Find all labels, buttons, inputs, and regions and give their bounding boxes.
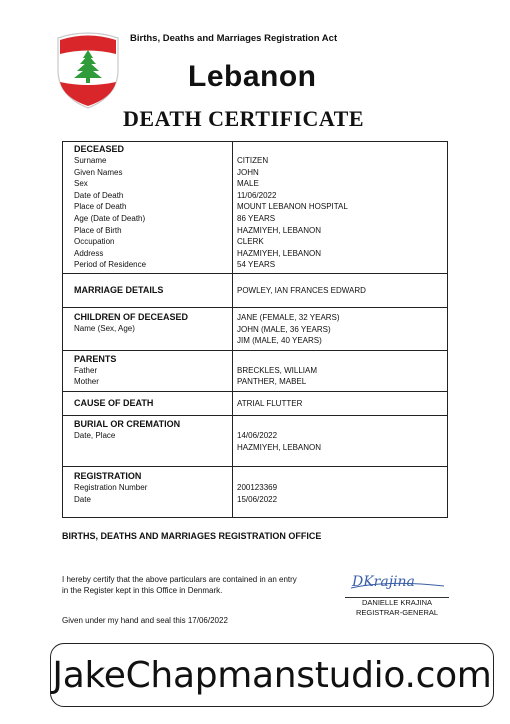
- lebanon-cedar-shield-icon: [52, 30, 124, 110]
- field-value: PANTHER, MABEL: [237, 377, 307, 387]
- parents-heading: PARENTS: [74, 353, 117, 364]
- children-section: [63, 308, 447, 351]
- field-value: 54 YEARS: [237, 260, 276, 270]
- registration-office-title: BIRTHS, DEATHS AND MARRIAGES REGISTRATION OFFICE: [62, 531, 322, 541]
- marriage-section: [63, 274, 447, 308]
- registration-heading: REGISTRATION: [74, 470, 142, 481]
- registrar-block: [348, 598, 446, 618]
- marriage-heading: MARRIAGE DETAILS: [74, 284, 164, 295]
- cause-value: ATRIAL FLUTTER: [237, 398, 303, 408]
- burial-section: [63, 416, 447, 467]
- given-under-hand: Given under my hand and seal this 17/06/2022: [62, 616, 228, 625]
- field-value: 86 YEARS: [237, 213, 276, 223]
- certification-statement: [62, 574, 352, 596]
- watermark-text: JakeChapmanstudio.com: [52, 654, 492, 696]
- field-label: Date of Death: [74, 190, 124, 200]
- certificate-table: [62, 141, 448, 518]
- field-value: CITIZEN: [237, 156, 269, 165]
- deceased-heading: DECEASED: [74, 144, 125, 154]
- burial-value: HAZMIYEH, LEBANON: [237, 442, 322, 452]
- field-label: Period of Residence: [74, 260, 147, 270]
- field-label: Given Names: [74, 167, 123, 177]
- field-label: Place of Death: [74, 202, 127, 212]
- field-value: HAZMIYEH, LEBANON: [237, 248, 322, 258]
- signature-text: DKrajina: [352, 574, 415, 590]
- field-value: HAZMIYEH, LEBANON: [237, 225, 322, 235]
- field-label: Age (Date of Death): [74, 213, 146, 223]
- registrar-signature: [348, 566, 448, 596]
- watermark-banner: [50, 643, 494, 707]
- field-label: Registration Number: [74, 482, 148, 492]
- certify-line: in the Register kept in this Office in Denmark.: [62, 586, 223, 595]
- certify-line: I hereby certify that the above particulars are contained in an entry: [62, 575, 297, 584]
- field-label: Date: [74, 494, 91, 504]
- child-value: JOHN (MALE, 36 YEARS): [237, 324, 331, 334]
- field-label: Sex: [74, 179, 88, 189]
- parents-section: [63, 351, 447, 392]
- field-value: CLERK: [237, 237, 264, 247]
- certificate-title: DEATH CERTIFICATE: [123, 106, 365, 131]
- field-value: MALE: [237, 179, 259, 189]
- cause-section: [63, 392, 447, 416]
- registration-section: [63, 467, 447, 517]
- act-title: Births, Deaths and Marriages Registration Act: [130, 33, 338, 44]
- field-label: Occupation: [74, 237, 115, 247]
- field-value: MOUNT LEBANON HOSPITAL: [237, 202, 348, 212]
- field-label: Father: [74, 365, 98, 375]
- registrar-title: REGISTRAR-GENERAL: [355, 608, 439, 617]
- country-name: Lebanon: [188, 60, 317, 93]
- field-label: Date, Place: [74, 430, 116, 440]
- field-label: Surname: [74, 156, 107, 165]
- field-label: Name (Sex, Age): [74, 323, 135, 333]
- field-value: 200123369: [237, 482, 278, 492]
- children-heading: CHILDREN OF DECEASED: [74, 311, 189, 322]
- field-value: JOHN: [237, 167, 259, 177]
- burial-heading: BURIAL OR CREMATION: [74, 418, 181, 429]
- child-value: JIM (MALE, 40 YEARS): [237, 336, 322, 346]
- field-label: Place of Birth: [74, 225, 122, 235]
- marriage-value: POWLEY, IAN FRANCES EDWARD: [237, 285, 366, 295]
- field-label: Address: [74, 248, 104, 258]
- child-value: JANE (FEMALE, 32 YEARS): [237, 312, 340, 322]
- burial-value: 14/06/2022: [237, 430, 278, 440]
- field-label: Mother: [74, 377, 99, 387]
- field-value: 15/06/2022: [237, 494, 278, 504]
- deceased-section: [63, 142, 447, 274]
- field-value: BRECKLES, WILLIAM: [237, 365, 318, 375]
- field-value: 11/06/2022: [237, 190, 277, 200]
- cause-heading: CAUSE OF DEATH: [74, 397, 154, 408]
- registrar-name: DANIELLE KRAJINA: [361, 598, 433, 607]
